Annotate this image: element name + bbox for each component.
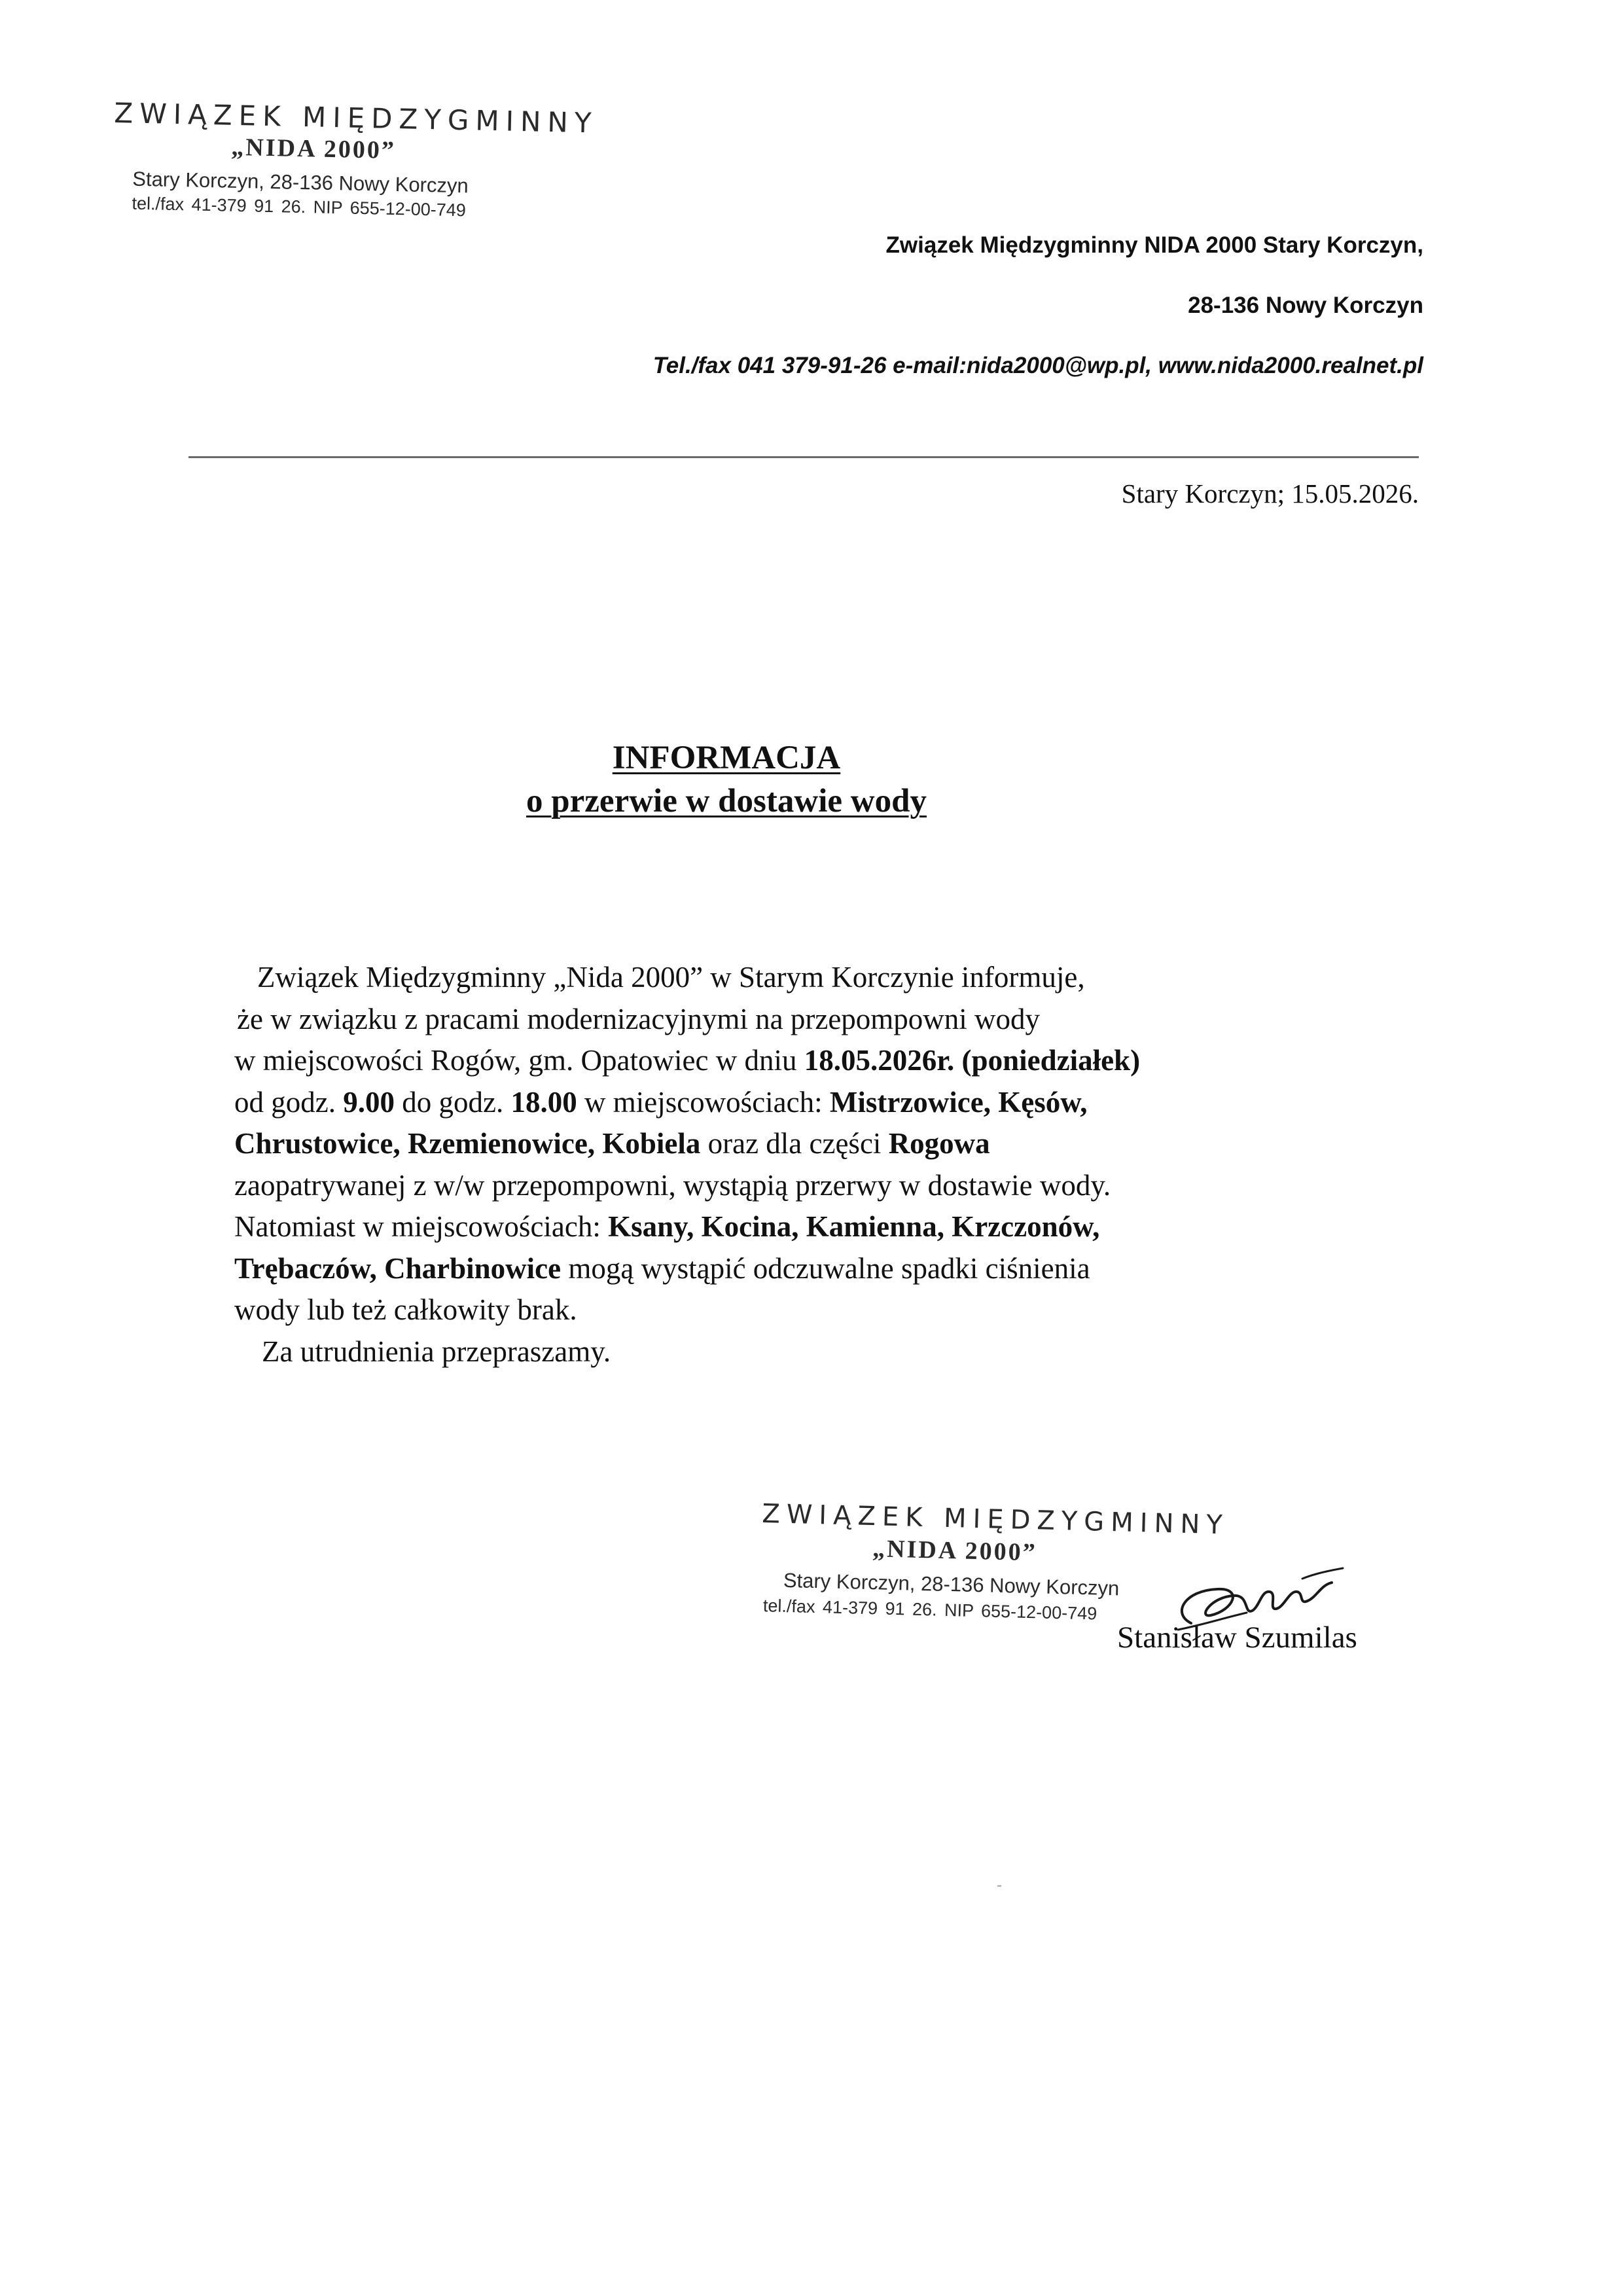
body-text: Natomiast w miejscowościach: — [234, 1210, 609, 1243]
place-and-date: Stary Korczyn; 15.05.2026. — [1121, 478, 1419, 509]
body-line — [234, 1123, 1452, 1165]
body-text: od godz. — [234, 1085, 344, 1119]
letterhead-postal-address: 28-136 Nowy Korczyn — [1188, 293, 1423, 318]
stamp-org-short-name: „NIDA 2000” — [230, 133, 397, 165]
body-text: do godz. — [394, 1085, 511, 1119]
body-text: oraz dla części — [700, 1127, 889, 1160]
stamp-address: Stary Korczyn, 28-136 Nowy Korczyn — [132, 167, 469, 198]
body-text: w miejscowości Rogów, gm. Opatowiec w dniu — [234, 1044, 804, 1077]
letterhead-org-name: Związek Międzygminny NIDA 2000 Stary Korczyn, — [885, 232, 1423, 258]
body-line — [234, 1248, 1452, 1290]
stamp-org-name: ZWIĄZEK MIĘDZYGMINNY — [113, 97, 599, 139]
outage-start-time: 9.00 — [343, 1085, 395, 1119]
pressure-drop-localities: Ksany, Kocina, Kamienna, Krzczonów, — [608, 1210, 1100, 1243]
body-line — [234, 957, 1452, 999]
body-text: Za utrudnienia przepraszamy. — [262, 1335, 611, 1368]
affected-localities: Mistrzowice, Kęsów, — [829, 1085, 1088, 1119]
signatory-name: Stanisław Szumilas — [1117, 1621, 1357, 1655]
affected-locality-partial: Rogowa — [888, 1127, 990, 1160]
body-line — [234, 1082, 1452, 1124]
notice-body — [234, 957, 1452, 1372]
stamp-address: Stary Korczyn, 28-136 Nowy Korczyn — [783, 1568, 1120, 1600]
body-line — [234, 1040, 1452, 1082]
closing-line — [234, 1331, 1452, 1373]
body-text: Związek Międzygminny „Nida 2000” w Starym Korczynie informuje, — [257, 961, 1085, 994]
handwritten-signature — [1113, 1545, 1361, 1656]
outage-date: 18.05.2026r. (poniedziałek) — [804, 1044, 1141, 1077]
body-text: że w związku z pracami modernizacyjnymi na przepompowni wody — [237, 1002, 1041, 1035]
body-line — [234, 1289, 1452, 1331]
letterhead-contact: Tel./fax 041 379-91-26 e-mail:nida2000@wp.pl, www.nida2000.realnet.pl — [652, 353, 1423, 378]
body-text: w miejscowościach: — [577, 1085, 830, 1119]
stamp-contact: tel./fax 41-379 91 26. NIP 655-12-00-749 — [132, 193, 467, 221]
scan-speck — [997, 1885, 1001, 1887]
affected-localities: Chrustowice, Rzemienowice, Kobiela — [234, 1127, 701, 1160]
body-line — [234, 999, 1452, 1041]
body-text: mogą wystąpić odczuwalne spadki ciśnienia — [561, 1251, 1090, 1285]
letterhead — [653, 229, 1423, 382]
document-subtitle: o przerwie w dostawie wody — [526, 783, 927, 819]
body-line — [234, 1206, 1452, 1248]
document-title: INFORMACJA — [612, 740, 841, 776]
body-text: wody lub też całkowity brak. — [234, 1293, 577, 1326]
outage-end-time: 18.00 — [510, 1085, 577, 1119]
document-title-block — [0, 736, 1453, 823]
header-divider — [188, 456, 1419, 458]
stamp-contact: tel./fax 41-379 91 26. NIP 655-12-00-749 — [762, 1596, 1097, 1624]
pressure-drop-localities: Trębaczów, Charbinowice — [234, 1251, 562, 1285]
body-line — [234, 1165, 1452, 1207]
stamp-org-short-name: „NIDA 2000” — [872, 1535, 1038, 1567]
organization-stamp-top — [112, 97, 598, 223]
body-text: zaopatrywanej z w/w przepompowni, wystąpią przerwy w dostawie wody. — [234, 1168, 1111, 1202]
stamp-org-name: ZWIĄZEK MIĘDZYGMINNY — [761, 1499, 1230, 1541]
